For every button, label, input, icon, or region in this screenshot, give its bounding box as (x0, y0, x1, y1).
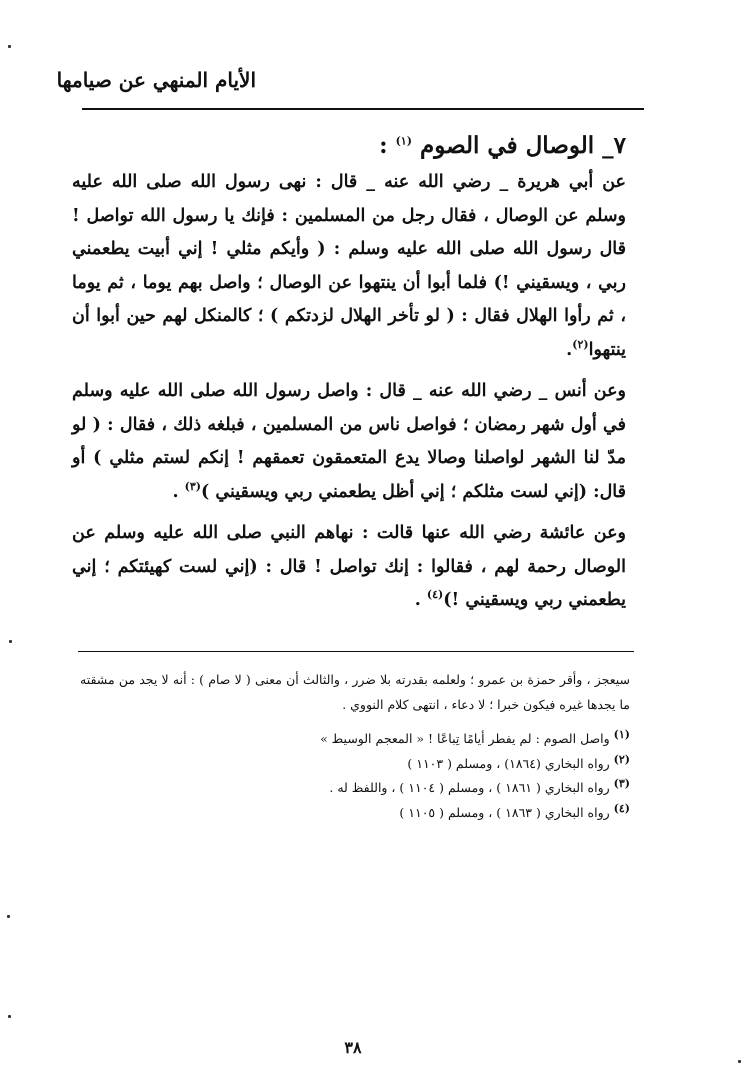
header-rule (82, 108, 644, 110)
paragraph-end: . (566, 339, 573, 360)
footnote-text: رواه البخاري ( ١٨٦٣ ) ، ومسلم ( ١١٠٥ ) (399, 804, 610, 820)
scan-speck (738, 1060, 741, 1063)
section-title-text: ٧_ الوصال في الصوم (419, 132, 626, 159)
paragraph-end: . (172, 481, 185, 502)
main-text (72, 128, 626, 626)
scan-speck (7, 915, 10, 918)
footnote-num: (١) (613, 727, 630, 741)
running-head: الأيام المنهي عن صيامها (56, 68, 256, 92)
footnote-1 (80, 727, 630, 752)
footnote-text: رواه البخاري (١٨٦٤) ، ومسلم ( ١١٠٣ ) (407, 755, 610, 771)
footnote-carryover: سيعجز ، وأقر حمزة بن عمرو ؛ ولعلمه بقدرته بلا ضرر ، والثالث أن معنى ( لا صام ) : أنه لا يجد من مشقته ما يجدها غيره فيكون خبرا ؛ لا دعاء ، انتهى كلام النووي . (80, 672, 630, 712)
hadith-paragraph-aisha (72, 517, 626, 618)
paragraph-end: . (414, 590, 427, 610)
footnotes (80, 668, 630, 825)
footnote-4 (80, 801, 630, 826)
footnote-num: (٢) (613, 752, 630, 766)
scan-speck (9, 640, 12, 643)
hadith-paragraph-anas (72, 375, 626, 509)
paragraph-text: وعن أنس _ رضي الله عنه _ قال : واصل رسول الله صلى الله عليه وسلم في أول شهر رمضان ؛ فواصل ناس من المسلمين ، فبلغه ذلك ، فقال : ( لو مدّ لنا الشهر لواصلنا وصالا يدع المتعمقون تعمقهم ! إنكم لستم مثلي ) أو قال: (إني لست مثلكم ؛ إني أظل يطعمني ربي ويسقيني ) (72, 381, 626, 502)
footnote-3 (80, 776, 630, 801)
footnote-num: (٣) (613, 776, 630, 790)
paragraph-text: وعن عائشة رضي الله عنها قالت : نهاهم النبي صلى الله عليه وسلم عن الوصال رحمة لهم ، فقالوا : إنك تواصل ! قال : (إني لست كهيئتكم ؛ إني يطعمني ربي ويسقيني !) (72, 523, 626, 610)
footnote-text: رواه البخاري ( ١٨٦١ ) ، ومسلم ( ١١٠٤ ) ، واللفظ له . (329, 780, 610, 795)
section-title-colon: : (379, 132, 388, 159)
footnote-ref-1[interactable]: (١) (395, 134, 412, 148)
paragraph-text: عن أبي هريرة _ رضي الله عنه _ قال : نهى رسول الله صلى الله عليه وسلم عن الوصال ، فقال رجل من المسلمين : فإنك يا رسول الله تواصل ! قال رسول الله صلى الله عليه وسلم : ( وأيكم مثلي ! إني أبيت يطعمني ربي ، ويسقيني !) فلما أبوا أن ينتهوا عن الوصال ؛ واصل بهم يوما ، ثم يوما ، ثم رأوا الهلال فقال : ( لو تأخر الهلال لزدتكم ) ؛ كالمنكل لهم حين أبوا أن ينتهوا (72, 172, 626, 360)
scan-speck (8, 1015, 11, 1018)
footnote-num: (٤) (613, 801, 630, 815)
hadith-paragraph-abu-hurayra (72, 166, 626, 367)
footnote-rule (78, 651, 634, 652)
scan-speck (8, 45, 11, 48)
section-title (72, 128, 626, 164)
footnote-ref-2[interactable]: (٢) (572, 337, 589, 351)
footnote-ref-4[interactable]: (٤) (426, 588, 444, 602)
footnote-2 (80, 752, 630, 777)
footnote-ref-3[interactable]: (٣) (184, 479, 202, 493)
footnote-text: واصل الصوم : لم يفطر أيامًا تِباعًا ! « المعجم الوسيط » (320, 731, 610, 746)
page-number: ٣٨ (344, 1038, 362, 1057)
